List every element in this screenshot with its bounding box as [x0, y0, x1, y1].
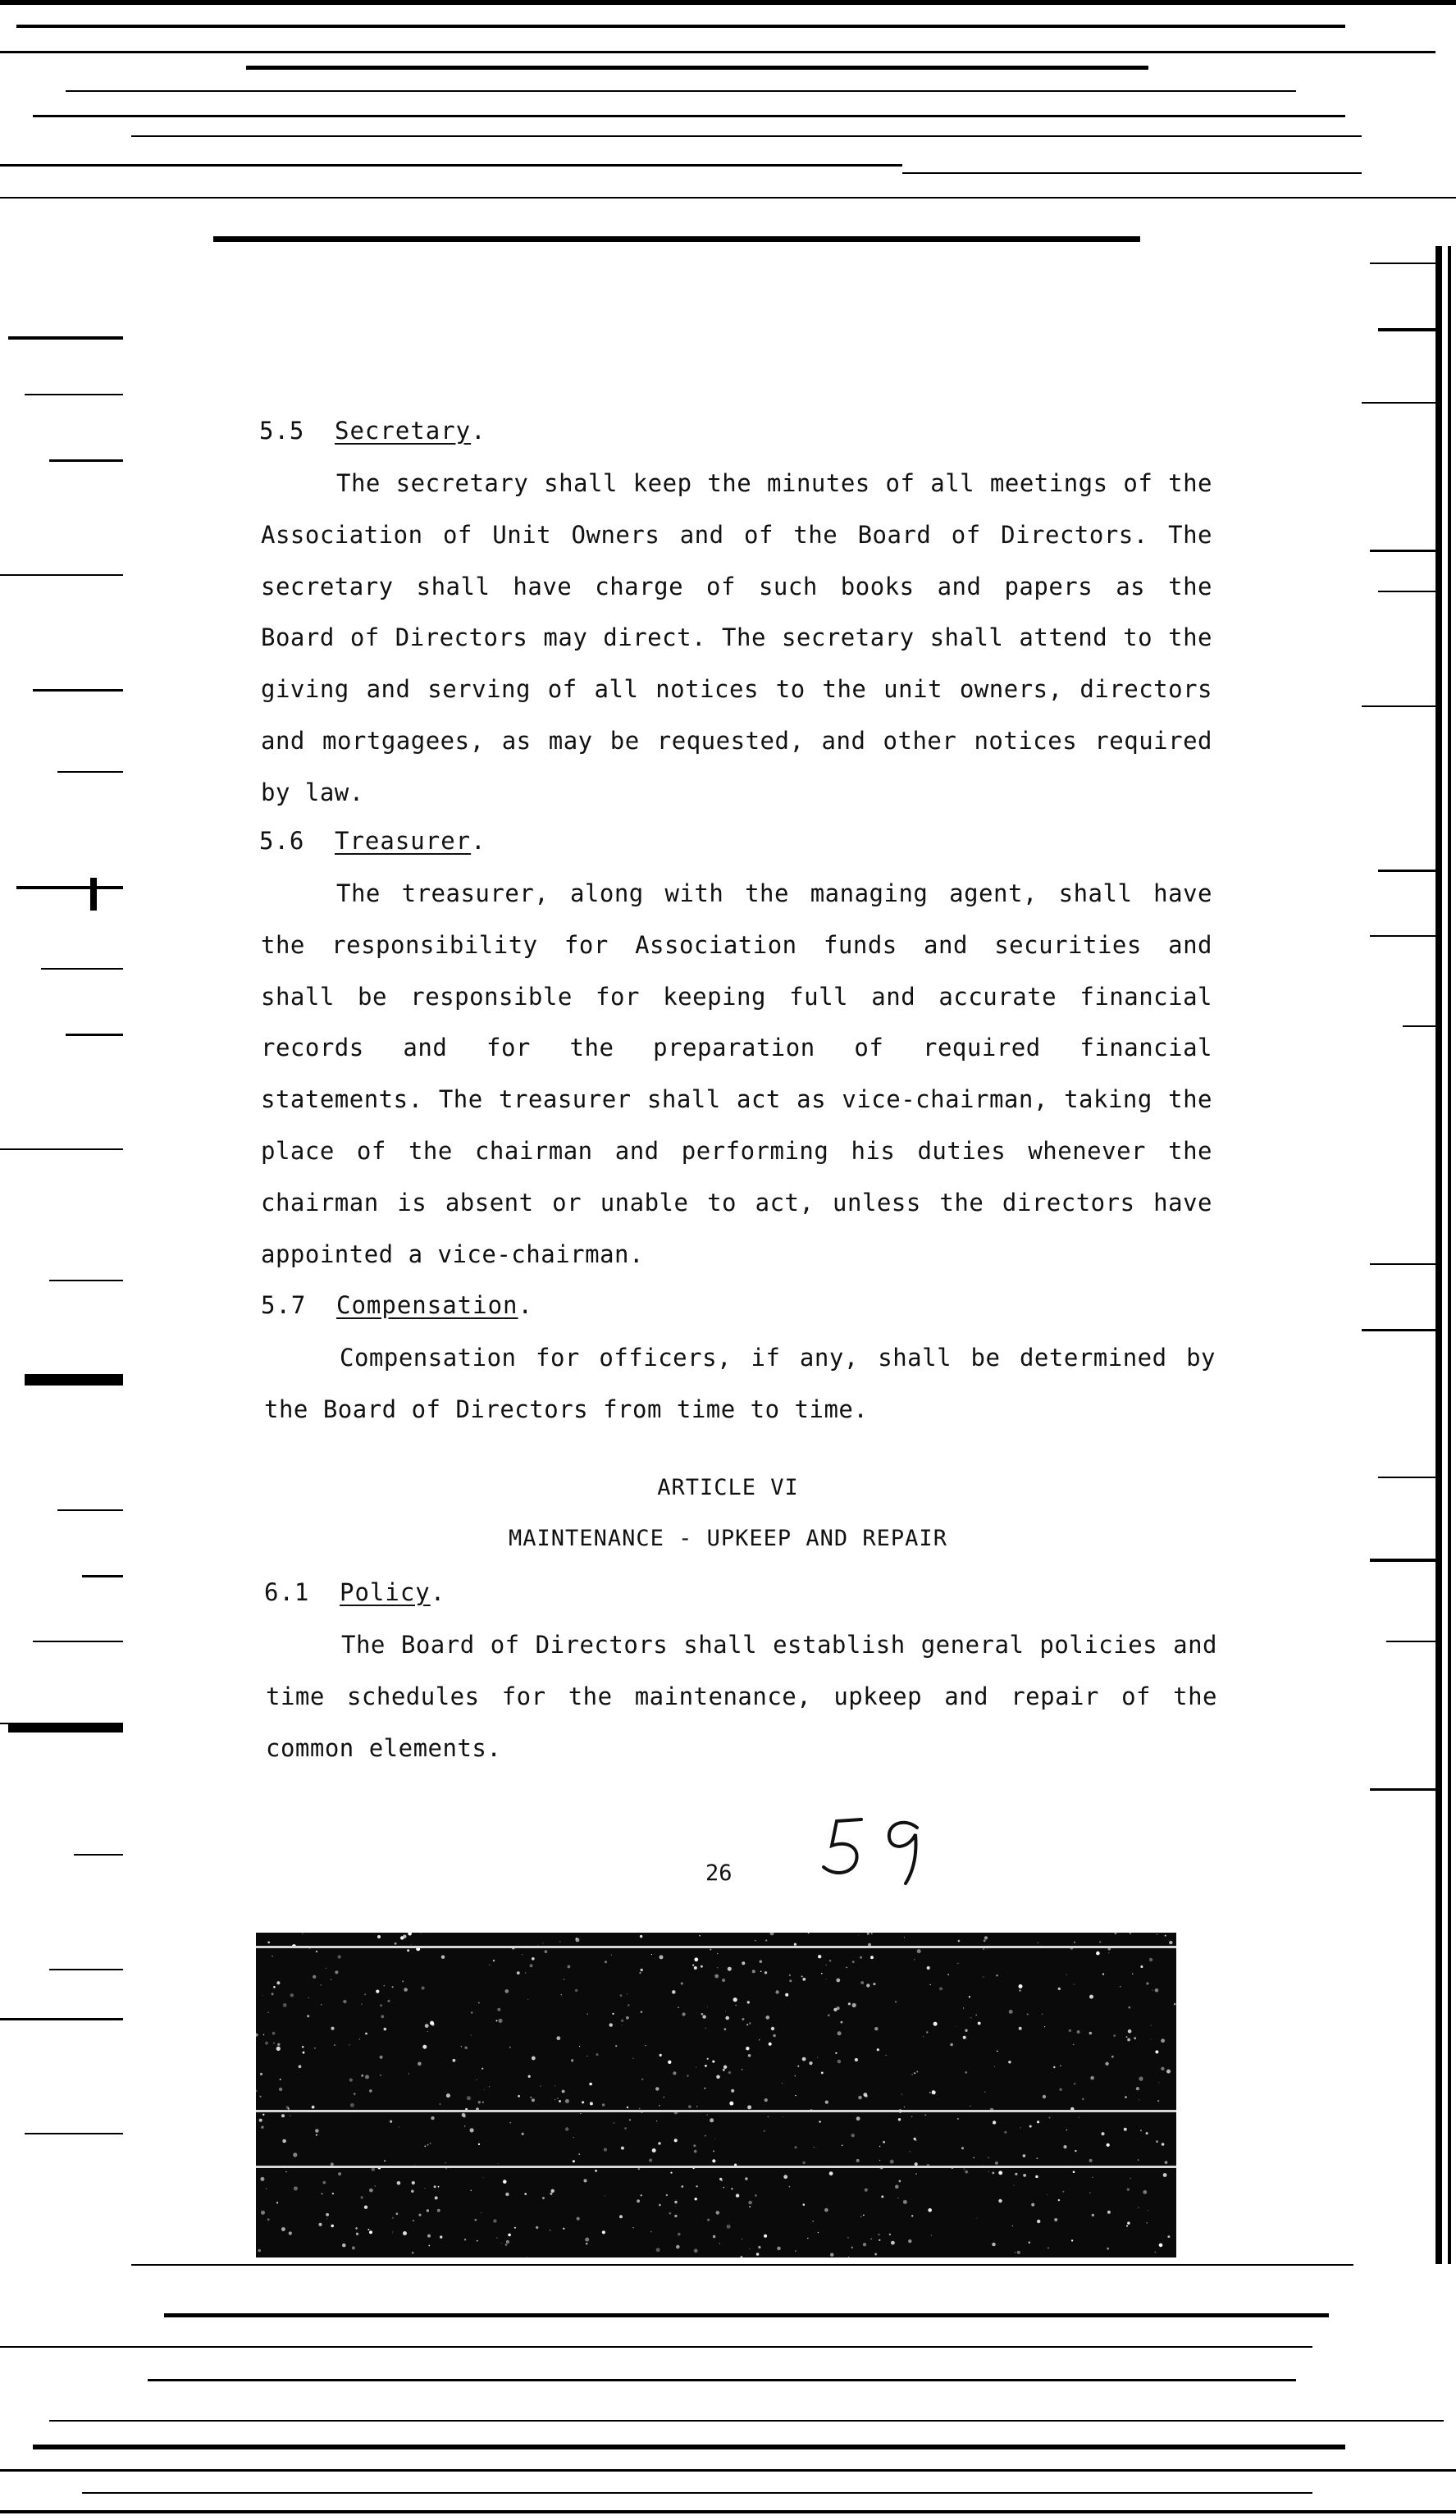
section-heading-compensation: 5.7 Compensation.	[261, 1291, 533, 1319]
section-heading-secretary: 5.5 Secretary.	[259, 417, 486, 445]
section-paragraph-secretary: The secretary shall keep the minutes of all meetings of the Association of Unit Owners and of the Board of Directors. The secretary shall have charge of such books and papers as the Board of Directors may direct. The secretary shall attend to the giving and serving of all notices to the unit owners, directors and mortgagees, as may be requested, and other notices required by law.	[261, 469, 1212, 806]
section-title: Policy	[340, 1578, 431, 1606]
section-number: 6.1	[264, 1578, 310, 1606]
article-label: ARTICLE VI	[657, 1475, 799, 1500]
handwritten-59-icon	[820, 1813, 935, 1887]
section-number: 5.6	[259, 827, 305, 855]
section-number: 5.7	[261, 1291, 307, 1319]
section-title: Secretary	[335, 417, 472, 445]
section-paragraph-treasurer: The treasurer, along with the managing agent, shall have the responsibility for Association funds and securities and shall be responsible for keeping full and accurate financial records and for the preparation of required financial statements. The treasurer shall act as vice-chairman, taking the place of the chairman and performing his duties whenever the chairman is absent or unable to act, unless the directors have appointed a vice-chairman.	[261, 879, 1212, 1268]
speckle-pattern	[256, 1933, 1176, 2258]
page-number: 26	[705, 1860, 733, 1886]
section-heading-policy: 6.1 Policy.	[264, 1578, 446, 1606]
article-heading: MAINTENANCE - UPKEEP AND REPAIR	[509, 1526, 947, 1551]
section-title: Treasurer	[335, 827, 472, 855]
section-title: Compensation	[336, 1291, 518, 1319]
handwritten-page-annotation	[820, 1813, 935, 1890]
scan-noise-block	[256, 1933, 1176, 2258]
section-heading-treasurer: 5.6 Treasurer.	[259, 827, 486, 855]
section-number: 5.5	[259, 417, 305, 445]
section-paragraph-policy: The Board of Directors shall establish general policies and time schedules for the maintenance, upkeep and repair of the common elements.	[266, 1631, 1217, 1762]
section-paragraph-compensation: Compensation for officers, if any, shall be determined by the Board of Directors from time to time.	[264, 1344, 1216, 1423]
